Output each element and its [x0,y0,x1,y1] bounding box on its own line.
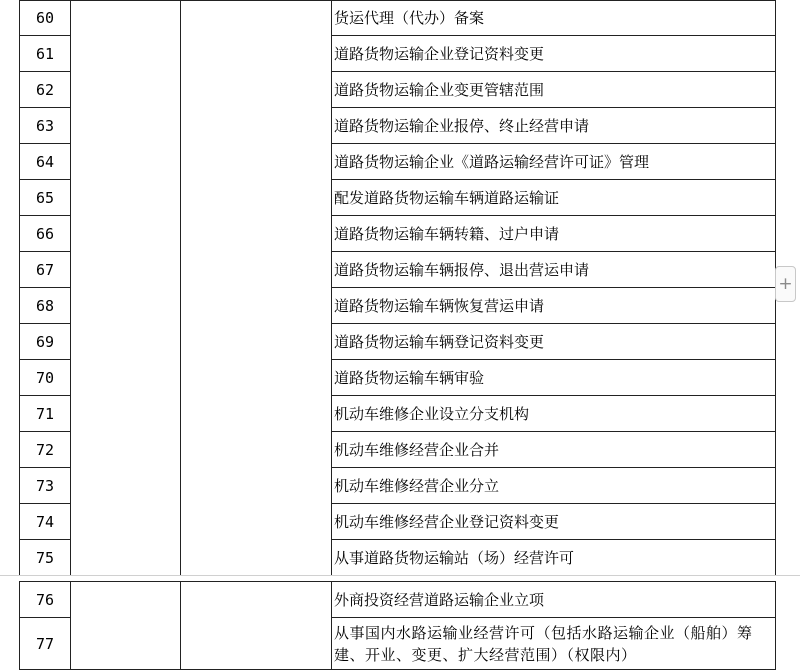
row-number: 72 [20,432,71,468]
item-name: 机动车维修经营企业分立 [332,468,776,504]
row-number: 74 [20,504,71,540]
table-row [20,1,776,36]
row-number: 65 [20,180,71,216]
item-name: 道路货物运输企业登记资料变更 [332,36,776,72]
item-name: 道路货物运输车辆审验 [332,360,776,396]
table-row [20,582,776,618]
page-divider [0,575,800,576]
row-number: 68 [20,288,71,324]
row-number: 73 [20,468,71,504]
merged-category-cell [71,1,181,576]
merged-subcategory-cell [181,1,332,576]
item-name: 道路货物运输车辆报停、退出营运申请 [332,252,776,288]
row-number: 67 [20,252,71,288]
row-number: 69 [20,324,71,360]
permit-table-top [19,0,776,576]
plus-icon: + [778,274,793,294]
item-name: 道路货物运输车辆登记资料变更 [332,324,776,360]
item-name: 从事道路货物运输站（场）经营许可 [332,540,776,576]
item-name: 道路货物运输车辆转籍、过户申请 [332,216,776,252]
item-name: 道路货物运输企业报停、终止经营申请 [332,108,776,144]
merged-category-cell [71,582,181,670]
row-number: 60 [20,1,71,36]
row-number: 77 [20,618,71,670]
row-number: 71 [20,396,71,432]
item-name: 道路货物运输企业变更管辖范围 [332,72,776,108]
permit-table-bottom [19,581,776,670]
item-name: 货运代理（代办）备案 [332,1,776,36]
row-number: 64 [20,144,71,180]
item-name: 道路货物运输车辆恢复营运申请 [332,288,776,324]
row-number: 63 [20,108,71,144]
item-name: 道路货物运输企业《道路运输经营许可证》管理 [332,144,776,180]
row-number: 70 [20,360,71,396]
merged-subcategory-cell [181,582,332,670]
item-name: 机动车维修经营企业登记资料变更 [332,504,776,540]
item-name: 从事国内水路运输业经营许可（包括水路运输企业（船舶）筹建、开业、变更、扩大经营范围）（权限内） [332,618,776,670]
row-number: 75 [20,540,71,576]
item-name: 机动车维修经营企业合并 [332,432,776,468]
row-number: 61 [20,36,71,72]
item-name: 配发道路货物运输车辆道路运输证 [332,180,776,216]
add-button[interactable] [775,266,796,302]
row-number: 76 [20,582,71,618]
item-name: 机动车维修企业设立分支机构 [332,396,776,432]
row-number: 66 [20,216,71,252]
row-number: 62 [20,72,71,108]
item-name: 外商投资经营道路运输企业立项 [332,582,776,618]
